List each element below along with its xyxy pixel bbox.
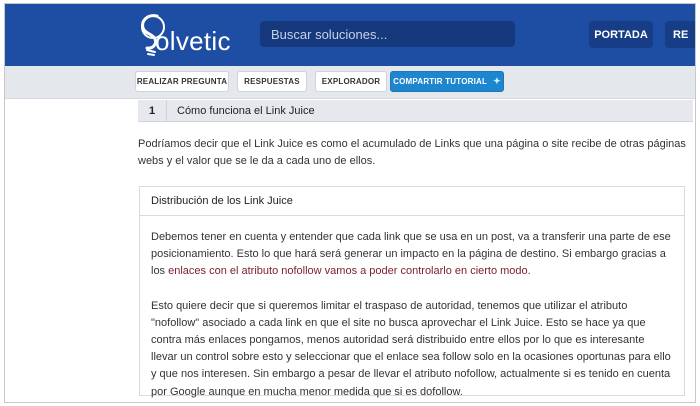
nav-respuestas-button[interactable]: RE [665, 21, 696, 48]
nofollow-link[interactable]: enlaces con el atributo nofollow vamos a poder controlarlo en cierto modo [168, 265, 528, 278]
site-header [5, 4, 695, 66]
secondary-nav [5, 66, 695, 99]
logo-text: olvetic [155, 26, 231, 56]
realizar-pregunta-button[interactable]: REALIZAR PREGUNTA [135, 71, 229, 92]
paragraph-1 [151, 229, 673, 281]
step-number: 1 [138, 100, 167, 121]
respuestas-button[interactable]: RESPUESTAS [237, 71, 307, 92]
compartir-tutorial-label: COMPARTIR TUTORIAL [393, 77, 488, 86]
nav-portada-button[interactable]: PORTADA [589, 21, 653, 48]
step-title: Cómo funciona el Link Juice [177, 104, 315, 117]
search-placeholder: Buscar soluciones... [271, 26, 388, 42]
paragraph-2: Esto quiere decir que si queremos limitar el traspaso de autoridad, tenemos que utilizar el atributo "nofollow" asociado a cada link en que el site no busca aprovechar el Link Juice. Esto se hace ya que contra más enlaces pongamos, menos autoridad será distribuido entre ellos por lo que es interesante llevar un control sobre esto y seleccionar que el enlace sea follow solo en la ocasiones oportunas para ello y que nos interesen. Sin embargo a pesar de llevar el atributo nofollow, actualmente si es tenido en cuenta por Google aunque en mucha menor medida que si es dofollow. [151, 299, 671, 398]
solvetic-logo[interactable] [135, 12, 247, 58]
browser-viewport [4, 3, 696, 403]
search-input[interactable] [260, 21, 515, 47]
explorador-button[interactable]: EXPLORADOR [315, 71, 387, 92]
intro-paragraph: Podríamos decir que el Link Juice es como el acumulado de Links que una página o site recibe de otras páginas webs y el valor que se le da a cada uno de ellos. [138, 138, 686, 167]
paragraph-1-text: Debemos tener en cuenta y entender que cada link que se usa en un post, va a transferir una parte de ese posicionamiento. Esto lo que hará será generar un impacto en la página de destino. Si embargo gracias a los [151, 231, 671, 278]
share-icon: ✦ [493, 76, 501, 86]
paragraph-1-end: . [527, 265, 531, 278]
step-header [138, 100, 693, 122]
compartir-tutorial-button[interactable] [390, 71, 504, 92]
box-body [140, 216, 684, 401]
box-title: Distribución de los Link Juice [140, 187, 684, 216]
content-box [139, 186, 685, 396]
